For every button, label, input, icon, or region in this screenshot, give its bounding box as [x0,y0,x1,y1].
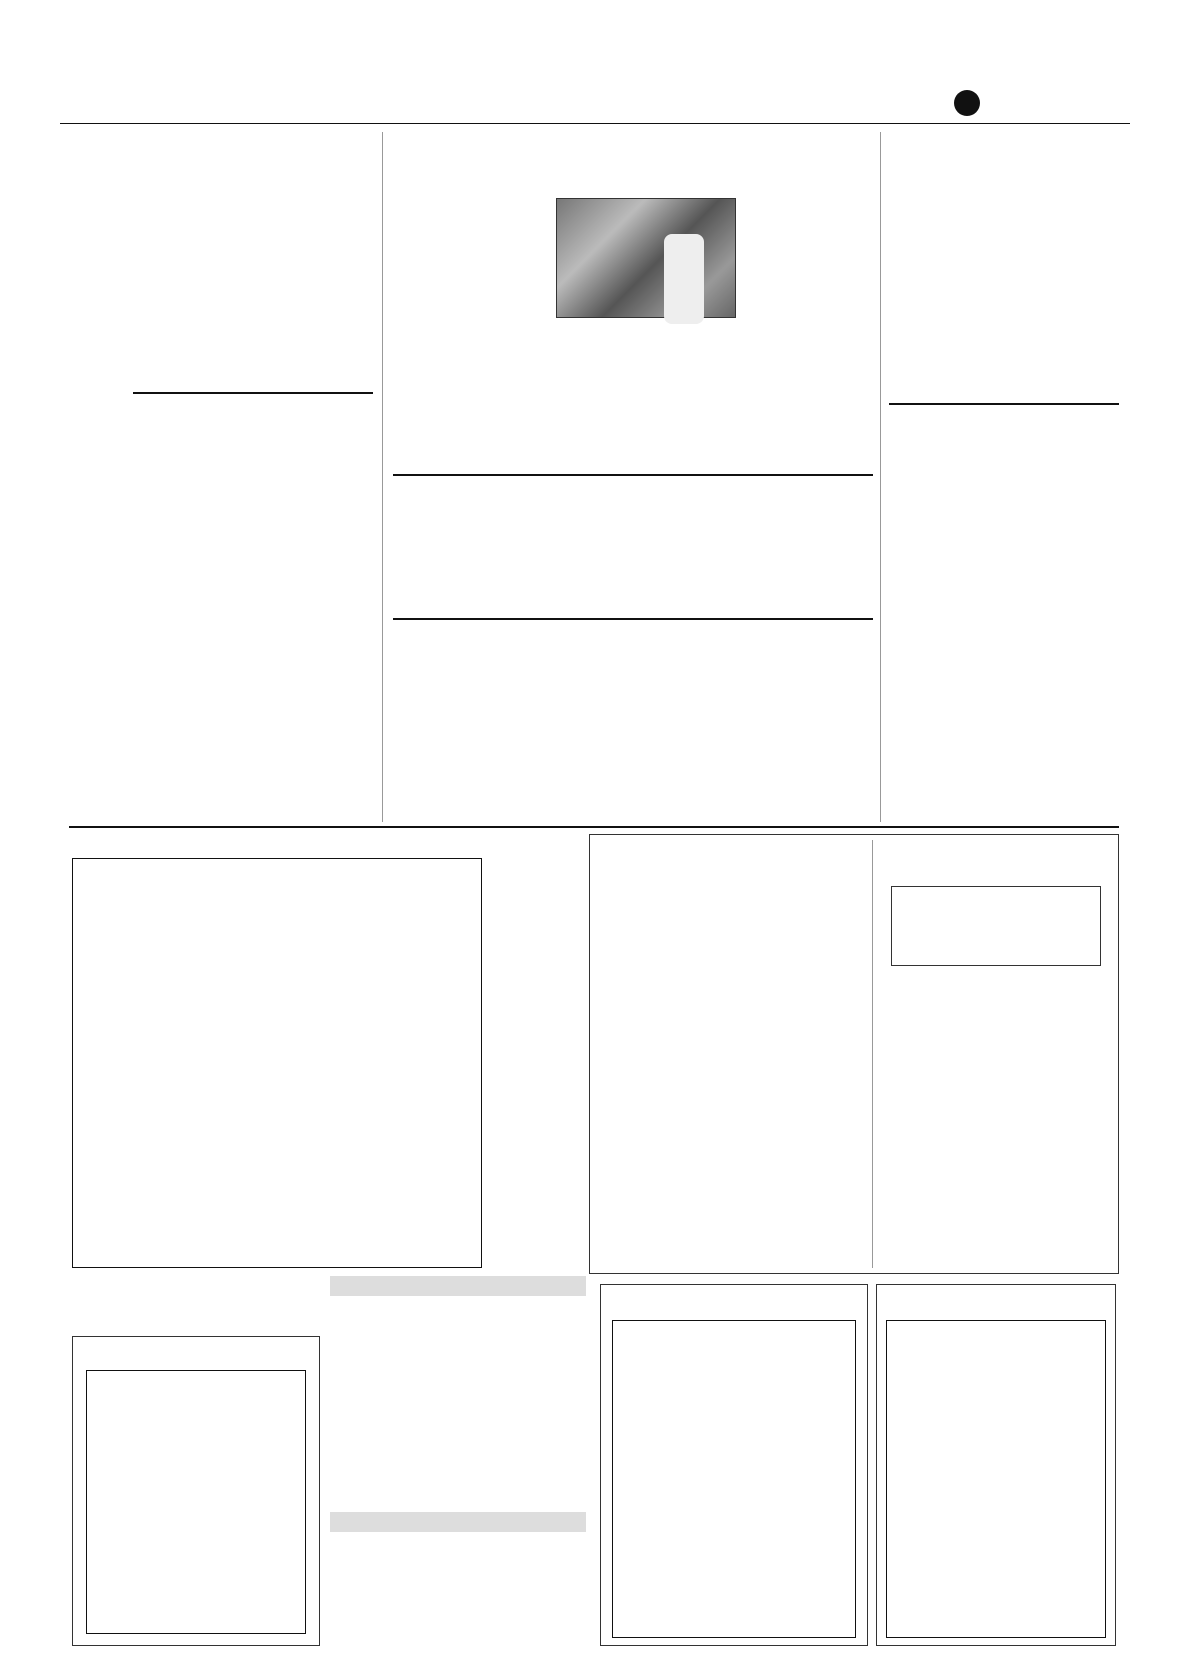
divider [393,618,873,620]
sudoku-title [606,1290,862,1312]
across-label [330,1276,586,1296]
divider [393,474,873,476]
down-clues [330,1536,586,1646]
column-divider [382,132,383,822]
old-logo [891,886,1101,966]
page-number [954,90,980,116]
down-clues-cont [72,1276,320,1332]
prev-crossword-grid [86,1370,306,1634]
article-title [393,624,873,652]
down-label [330,1512,586,1532]
sudoku-solution-title [882,1290,1110,1312]
continue-note [881,984,1111,998]
article-title [133,136,373,190]
crossword-column-numbers [72,836,482,856]
article-title [889,410,1119,464]
article-title [393,480,873,508]
article-body-cont [391,172,549,468]
article-body [393,656,873,816]
sudoku-grid [612,1320,856,1638]
news-body [597,984,865,1266]
article-body [743,172,873,468]
crossword-grid [72,858,482,1268]
sudoku-solution-grid [886,1320,1106,1638]
article-body [889,470,1119,815]
column-divider [872,840,873,1268]
article-body [889,198,1119,398]
archive-title [881,840,1111,862]
article-title [889,136,1119,192]
news-headlines [597,856,865,952]
divider [889,403,1119,405]
editorial-title [881,1000,1111,1020]
news-title [597,958,865,980]
article-title [393,134,873,166]
editorial-subtitle [881,1022,1111,1042]
editorial-signoff [881,1250,1111,1266]
masthead [60,88,1130,124]
seized-goods-photo [556,198,736,318]
prev-crossword-title [78,1340,314,1360]
section-divider [69,826,1119,828]
article-body [133,458,373,816]
divider [133,392,373,394]
crossword-row-numbers [486,858,508,1268]
crossword-title [512,860,552,1260]
editorial-body [881,1046,1111,1246]
column-divider [880,132,881,822]
article-body [133,196,373,388]
archive-date [881,864,1111,880]
article-body [393,512,873,614]
article-title [133,398,373,452]
across-clues [330,1300,586,1510]
old-logo-caption [891,968,1101,982]
news-date [597,840,865,854]
